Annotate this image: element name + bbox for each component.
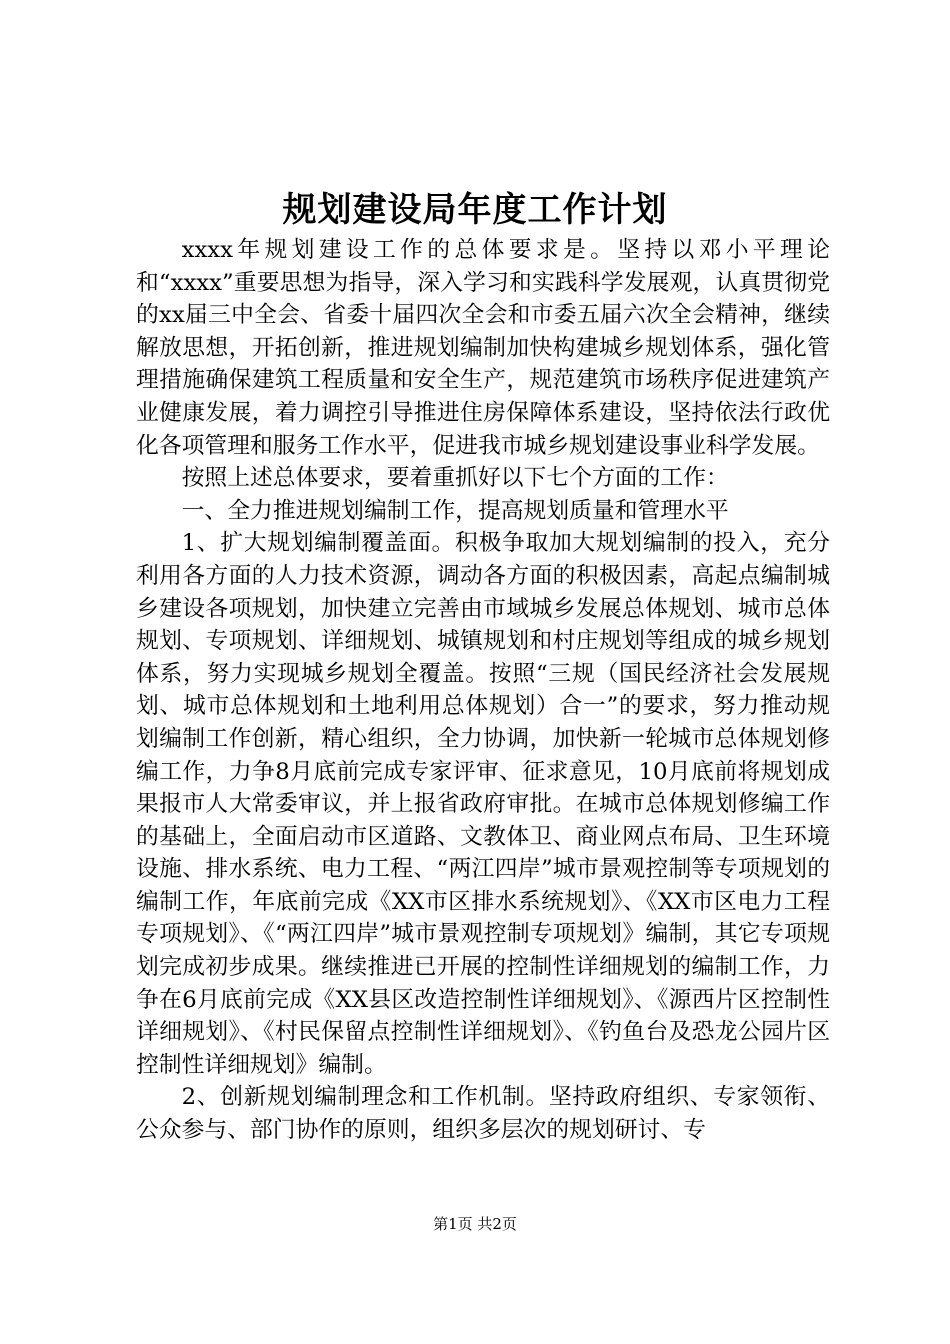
paragraph-overview: 按照上述总体要求，要着重抓好以下七个方面的工作： (181, 465, 729, 492)
section-heading-1: 一、全力推进规划编制工作，提高规划质量和管理水平 (181, 497, 729, 524)
paragraph-item-1: 1、扩大规划编制覆盖面。积极争取加大规划编制的投入，充分利用各方面的人力技术资源，调动各方面的积极因素，高起点编制城乡建设各项规划，加快建立完善由市域城乡发展总体规划、城市总体规划、专项规划、详细规划、城镇规划和村庄规划等组成的城乡规划体系，努力实现城乡规划全覆盖。按照“三规（国民经济社会发展规划、城市总体规划和土地利用总体规划）合一”的要求，努力推动规划编制工作创新，精心组织，全力协调，加快新一轮城市总体规划修编工作，力争8月底前完成专家评审、征求意见，10月底前将规划成果报市人大常委审议，并上报省政府审批。在城市总体规划修编工作的基础上，全面启动市区道路、文教体卫、商业网点布局、卫生环境设施、排水系统、电力工程、“两江四岸”城市景观控制等专项规划的编制工作，年底前完成《XX市区排水系统规划》、《XX市区电力工程专项规划》、《“两江四岸”城市景观控制专项规划》编制，其它专项规划完成初步成果。继续推进已开展的控制性详细规划的编制工作，力争在6月底前完成《XX县区改造控制性详细规划》、《源西片区控制性详细规划》、《村民保留点控制性详细规划》、《钓鱼台及恐龙公园片区控制性详细规划》编制。 (136, 530, 830, 1078)
paragraph-intro: xxxx年规划建设工作的总体要求是。坚持以邓小平理论和“xxxx”重要思想为指导，深入学习和实践科学发展观，认真贯彻党的xx届三中全会、省委十届四次全会和市委五届六次全会精神，继续解放思想，开拓创新，推进规划编制加快构建城乡规划体系，强化管理措施确保建筑工程质量和安全生产，规范建筑市场秩序促进建筑产业健康发展，着力调控引导推进住房保障体系建设，坚持依法行政优化各项管理和服务工作水平，促进我市城乡规划建设事业科学发展。 (136, 237, 830, 459)
page-number-footer: 第1页 共2页 (433, 1215, 517, 1233)
document-title: 规划建设局年度工作计划 (282, 190, 668, 230)
paragraph-item-2: 2、创新规划编制理念和工作机制。坚持政府组织、专家领衔、公众参与、部门协作的原则，组织多层次的规划研讨、专 (136, 1084, 830, 1144)
document-body (136, 234, 830, 1147)
